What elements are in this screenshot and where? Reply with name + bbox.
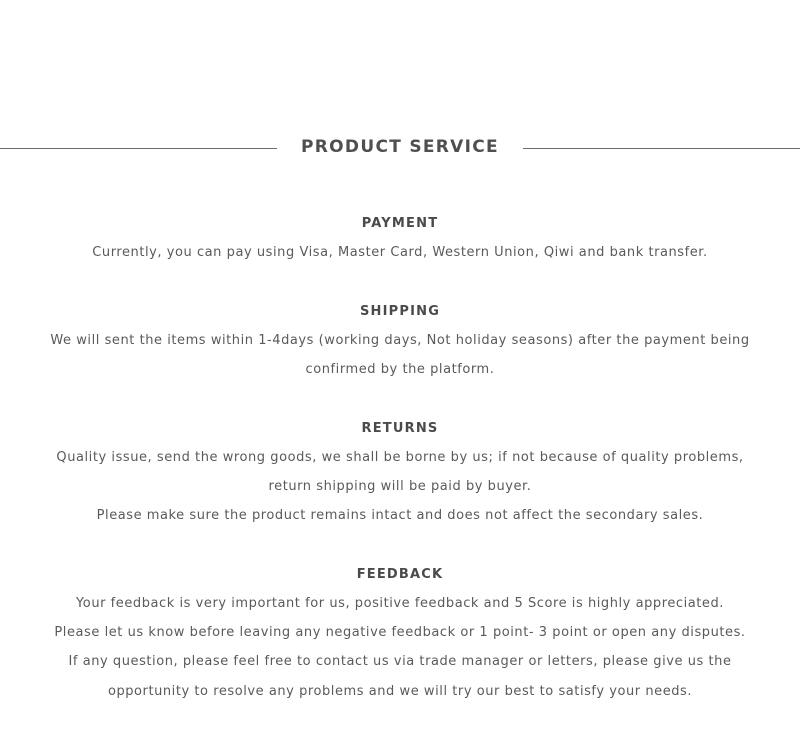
feedback-text-line: opportunity to resolve any problems and we will try our best to satisfy your needs. xyxy=(107,683,693,699)
payment-text-line: Currently, you can pay using Visa, Master Card, Western Union, Qiwi and bank transfer. xyxy=(92,245,708,260)
returns-text-line: Quality issue, send the wrong goods, we shall be borne by us; if not because of quality problems, xyxy=(56,450,744,465)
page-title: PRODUCT SERVICE xyxy=(301,137,499,157)
payment-heading: PAYMENT xyxy=(361,216,439,231)
header-divider-right xyxy=(523,148,800,149)
returns-heading: RETURNS xyxy=(361,421,439,436)
feedback-text-line: Please let us know before leaving any negative feedback or 1 point- 3 point or open any disputes. xyxy=(54,625,746,641)
section-header xyxy=(0,134,800,164)
feedback-text-line: If any question, please feel free to contact us via trade manager or letters, please give us the xyxy=(68,654,732,670)
shipping-text-line: We will sent the items within 1-4days (working days, Not holiday seasons) after the payment being xyxy=(50,333,750,348)
shipping-section xyxy=(40,297,760,384)
returns-section xyxy=(40,414,760,531)
feedback-text-line: Your feedback is very important for us, positive feedback and 5 Score is highly appreciated. xyxy=(76,596,724,611)
payment-section xyxy=(40,209,760,267)
shipping-heading: SHIPPING xyxy=(359,304,441,319)
feedback-heading: FEEDBACK xyxy=(356,567,444,582)
shipping-text-line: confirmed by the platform. xyxy=(305,362,495,378)
returns-text-line: Please make sure the product remains intact and does not affect the secondary sales. xyxy=(96,508,704,524)
returns-text-line: return shipping will be paid by buyer. xyxy=(268,479,532,495)
feedback-section xyxy=(40,560,760,706)
